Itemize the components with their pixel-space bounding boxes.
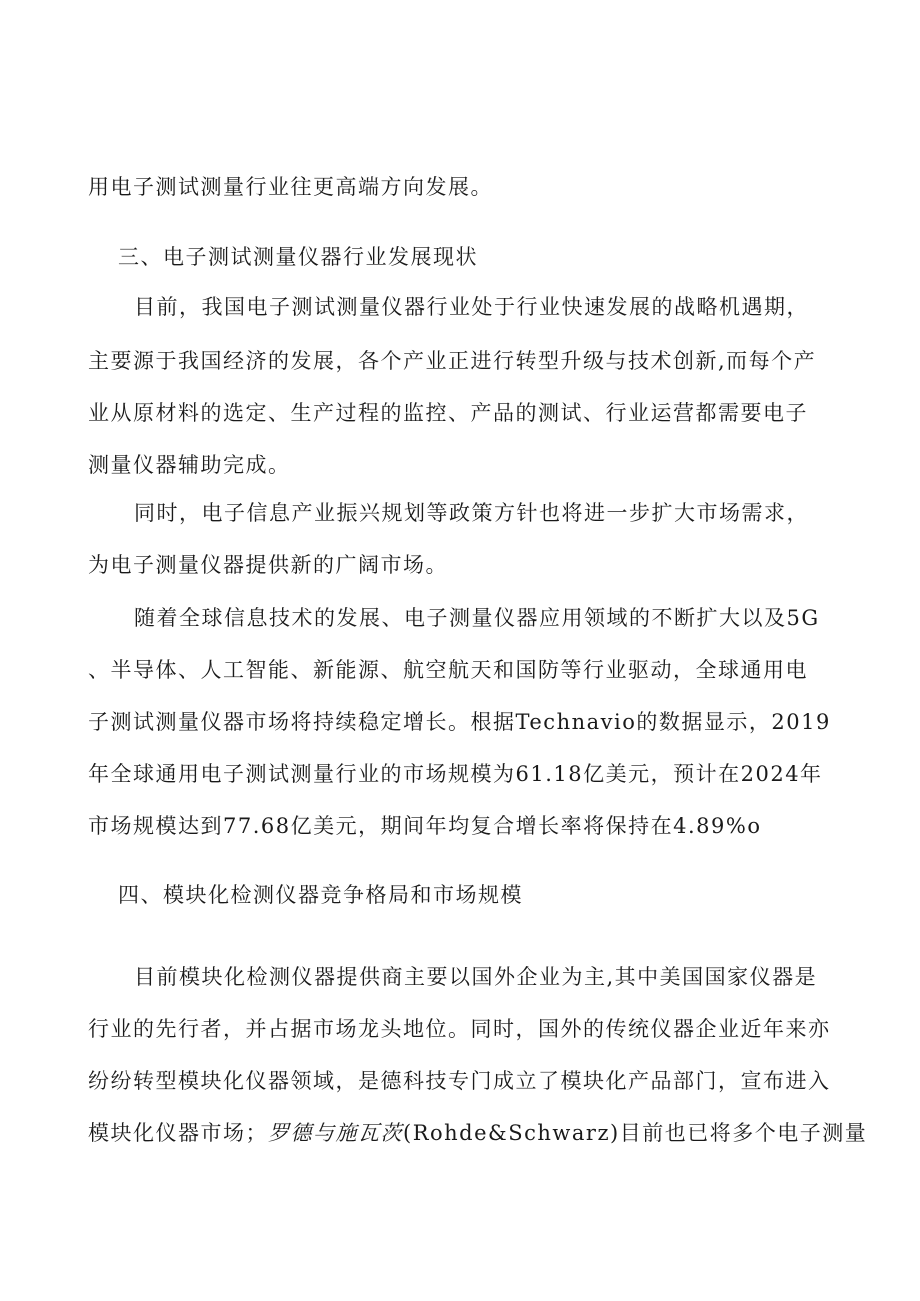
company-name-italic: 罗德与施瓦茨: [268, 1121, 403, 1145]
paragraph-line: 子测试测量仪器市场将持续稳定增长。根据Technavio的数据显示，2019: [88, 710, 831, 734]
paragraph-line: 、半导体、人工智能、新能源、航空航天和国防等行业驱动，全球通用电: [88, 658, 808, 682]
section-heading-4: 四、模块化检测仪器竞争格局和市场规模: [118, 883, 523, 907]
paragraph-line-last: [88, 1118, 868, 1148]
section-heading-3: 三、电子测试测量仪器行业发展现状: [118, 245, 478, 269]
paragraph-line: 目前模块化检测仪器提供商主要以国外企业为主,其中美国国家仪器是: [134, 965, 818, 989]
paragraph-text: (Rohde&Schwarz)目前也已将多个电子测量: [403, 1121, 868, 1145]
paragraph-line: 目前，我国电子测试测量仪器行业处于行业快速发展的战略机遇期，: [134, 295, 809, 319]
paragraph-text: 模块化仪器市场；: [88, 1121, 268, 1145]
paragraph-line: 同时，电子信息产业振兴规划等政策方针也将进一步扩大市场需求，: [134, 501, 809, 525]
paragraph-line: 市场规模达到77.68亿美元，期间年均复合增长率将保持在4.89%o: [88, 814, 762, 838]
paragraph-line: 为电子测量仪器提供新的广阔市场。: [88, 553, 448, 577]
paragraph-line: 测量仪器辅助完成。: [88, 453, 291, 477]
paragraph-line: 行业的先行者，并占据市场龙头地位。同时，国外的传统仪器企业近年来亦: [88, 1017, 831, 1041]
paragraph-line: 主要源于我国经济的发展，各个产业正进行转型升级与技术创新,而每个产: [88, 349, 817, 373]
paragraph-line: 用电子测试测量行业往更高端方向发展。: [88, 175, 493, 199]
paragraph-line: 年全球通用电子测试测量行业的市场规模为61.18亿美元，预计在2024年: [88, 762, 823, 786]
paragraph-line: 随着全球信息技术的发展、电子测量仪器应用领域的不断扩大以及5G: [134, 606, 820, 630]
paragraph-line: 纷纷转型模块化仪器领域，是德科技专门成立了模块化产品部门，宣布进入: [88, 1069, 831, 1093]
paragraph-line: 业从原材料的选定、生产过程的监控、产品的测试、行业运营都需要电子: [88, 401, 808, 425]
